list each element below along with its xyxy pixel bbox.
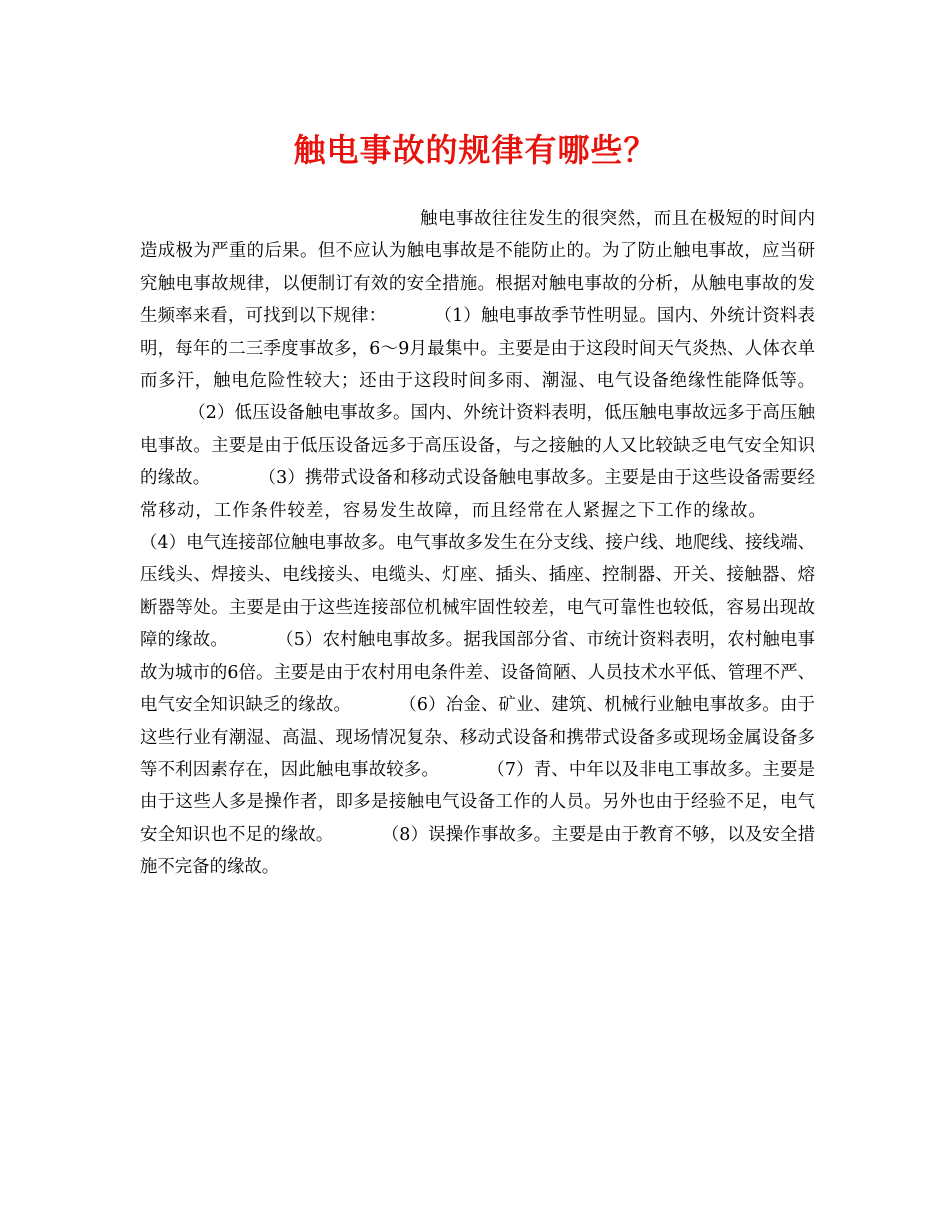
document-body bbox=[140, 203, 815, 884]
rule-item-3: （3）携带式设备和移动式设备触电事故多。主要是由于这些设备需要经常移动，工作条件较差，容易发生故障，而且经常在人紧握之下工作的缘故。 bbox=[140, 468, 815, 521]
rule-item-2: （2）低压设备触电事故多。国内、外统计资料表明，低压触电事故远多于高压触电事故。主要是由于低压设备远多于高压设备，与之接触的人又比较缺乏电气安全知识的缘故。 bbox=[140, 403, 815, 489]
rule-item-7: （7）青、中年以及非电工事故多。主要是由于这些人多是操作者，即多是接触电气设备工作的人员。另外也由于经验不足，电气安全知识也不足的缘故。 bbox=[140, 759, 815, 845]
rule-item-5: （5）农村触电事故多。据我国部分省、市统计资料表明，农村触电事故为城市的6倍。主要是由于农村用电条件差、设备简陋、人员技术水平低、管理不严、电气安全知识缺乏的缘故。 bbox=[140, 630, 815, 716]
intro-text: 触电事故往往发生的很突然，而且在极短的时间内造成极为严重的后果。但不应认为触电事故是不能防止的。为了防止触电事故，应当研究触电事故规律，以便制订有效的安全措施。根据对触电事故的分析，从触电事故的发生频率来看，可找到以下规律： bbox=[140, 209, 815, 327]
rule-item-8: （8）误操作事故多。主要是由于教育不够，以及安全措施不完备的缘故。 bbox=[140, 824, 815, 878]
document-title: 触电事故的规律有哪些？ bbox=[293, 131, 657, 169]
rule-item-1: （1）触电事故季节性明显。国内、外统计资料表明，每年的二三季度事故多，6～9月最集中。主要是由于这段时间天气炎热、人体衣单而多汗，触电危险性较大；还由于这段时间多雨、潮湿、电气设备绝缘性能降低等。 bbox=[140, 306, 815, 392]
rule-item-4: （4）电气连接部位触电事故多。电气事故多发生在分支线、接户线、地爬线、接线端、压线头、焊接头、电线接头、电缆头、灯座、插头、插座、控制器、开关、接触器、熔断器等处。主要是由于这些连接部位机械牢固性较差，电气可靠性也较低，容易出现故障的缘故。 bbox=[140, 533, 815, 651]
rule-item-6: （6）冶金、矿业、建筑、机械行业触电事故多。由于这些行业有潮湿、高温、现场情况复杂、移动式设备和携带式设备多或现场金属设备多等不利因素存在，因此触电事故较多。 bbox=[140, 695, 815, 780]
